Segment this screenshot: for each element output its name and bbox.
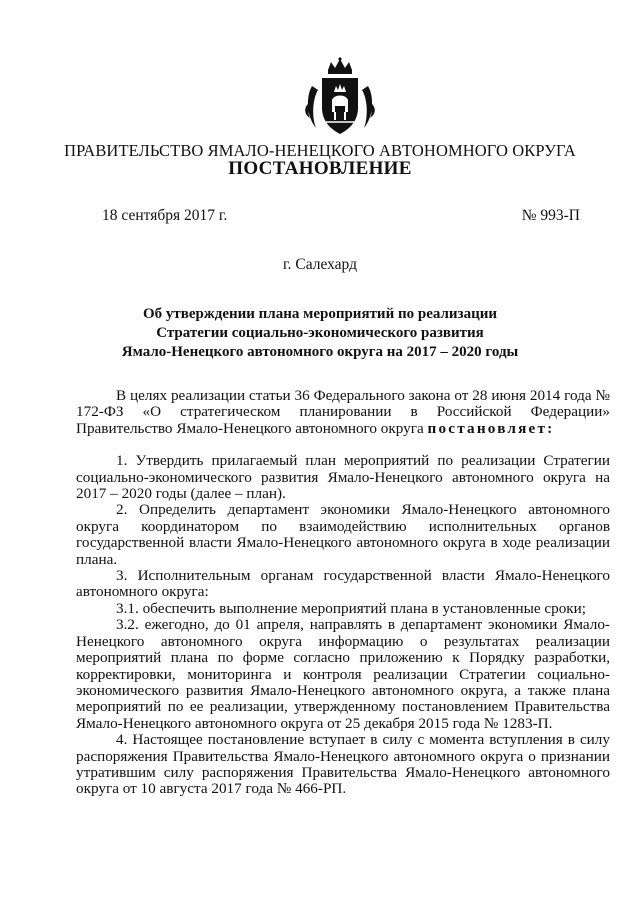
paragraph-4: 4. Настоящее постановление вступает в силу с момента вступления в силу распоряжения Правительства Ямало-Ненецкого автономного округа о признании утратившим силу распоряжения Правительства Ямало-Ненецкого автономного округа от 10 августа 2017 года № 466-РП.	[76, 731, 610, 798]
document-city: г. Салехард	[283, 256, 357, 273]
paragraph-3-2: 3.2. ежегодно, до 01 апреля, направлять в департамент экономики Ямало-Ненецкого автономного округа информацию о результатах реализации мероприятий плана по форме согласно приложению к Порядку разработки, корректировки, мониторинга и контроля реализации Стратегии социально-экономического развития Ямало-Ненецкого автономного округа, а также плана мероприятий по ее реализации, утвержденному постановлением Правительства Ямало-Ненецкого автономного округа от 25 декабря 2015 года № 1283-П.	[76, 616, 610, 732]
paragraph-3: 3. Исполнительным органам государственной власти Ямало-Ненецкого автономного округа:	[76, 567, 610, 601]
government-name: ПРАВИТЕЛЬСТВО ЯМАЛО-НЕНЕЦКОГО АВТОНОМНОГО ОКРУГА	[64, 141, 576, 160]
preamble-action: постановляет:	[427, 419, 555, 437]
paragraph-3-1: 3.1. обеспечить выполнение мероприятий плана в установленные сроки;	[116, 599, 587, 617]
paragraph-2: 2. Определить департамент экономики Ямало-Ненецкого автономного округа координатором по взаимодействию исполнительных органов государственной власти Ямало-Ненецкого автономного округа в ходе реализации плана.	[76, 501, 610, 568]
paragraph-1: 1. Утвердить прилагаемый план мероприятий по реализации Стратегии социально-экономического развития Ямало-Ненецкого автономного округа на 2017 – 2020 годы (далее – план).	[76, 452, 610, 503]
preamble-paragraph	[76, 388, 610, 437]
document-title	[120, 305, 520, 362]
coat-of-arms-icon	[298, 56, 382, 140]
title-line: Стратегии социально-экономического развития	[156, 325, 484, 341]
document-type: ПОСТАНОВЛЕНИЕ	[228, 158, 412, 179]
title-line: Ямало-Ненецкого автономного округа на 2017 – 2020 годы	[121, 344, 519, 360]
document-number: № 993-П	[521, 207, 580, 224]
title-line: Об утверждении плана мероприятий по реализации	[142, 306, 498, 322]
document-date: 18 сентября 2017 г.	[102, 207, 228, 224]
preamble-text: В целях реализации статьи 36 Федерального закона от 28 июня 2014 года № 172-ФЗ «О стратегическом планировании в Российской Федерации» Правительство Ямало-Ненецкого автономного округа	[76, 387, 610, 437]
document-body	[76, 388, 610, 798]
